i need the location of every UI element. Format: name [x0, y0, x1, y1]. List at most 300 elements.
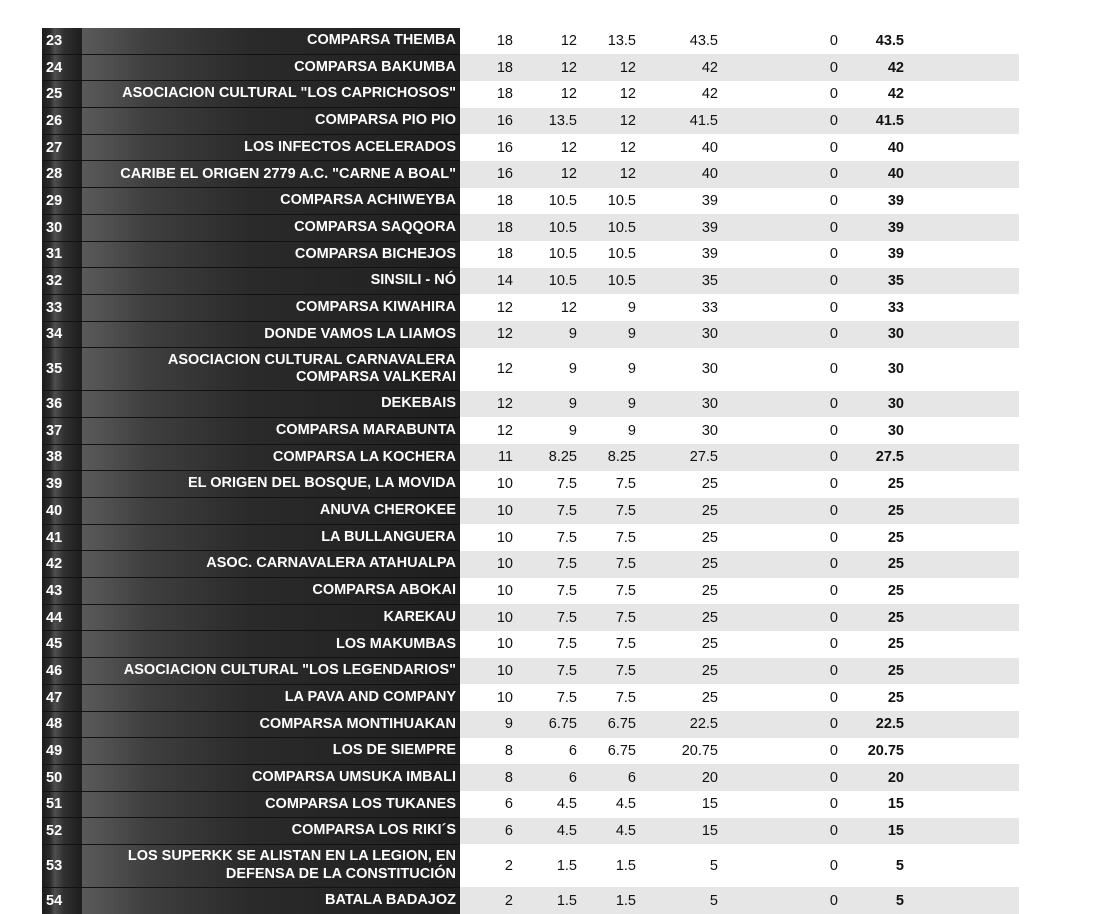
rank-cell: 23 [42, 28, 82, 54]
penalty-cell [742, 578, 852, 605]
score-3-cell [587, 417, 654, 444]
rank-cell: 37 [42, 417, 82, 444]
subtotal-cell [654, 294, 742, 321]
total-value: 25 [887, 582, 904, 599]
subtotal-value: 42 [701, 59, 718, 76]
results-table [42, 28, 1019, 914]
subtotal-value: 39 [701, 246, 718, 263]
score-3-cell [587, 161, 654, 188]
total-value: 39 [887, 192, 904, 209]
score-2-cell [527, 294, 587, 321]
total-value: 35 [887, 273, 904, 290]
score-3-value: 7.5 [615, 476, 636, 493]
group-name-cell: COMPARSA UMSUKA IMBALI [82, 764, 460, 791]
score-3-cell [587, 711, 654, 738]
score-1-cell [460, 417, 527, 444]
score-1-cell [460, 738, 527, 765]
total-value: 39 [887, 246, 904, 263]
score-3-cell [587, 818, 654, 845]
score-3-value: 7.5 [615, 636, 636, 653]
spacer-cell [904, 108, 1019, 135]
score-3-cell [587, 268, 654, 295]
total-cell [852, 791, 904, 818]
penalty-value: 0 [829, 273, 838, 290]
subtotal-cell [654, 658, 742, 685]
penalty-cell [742, 294, 852, 321]
total-cell [852, 54, 904, 81]
group-name-cell: BATALA BADAJOZ [82, 887, 460, 913]
score-2-cell [527, 391, 587, 418]
spacer-cell [904, 658, 1019, 685]
penalty-cell [742, 391, 852, 418]
spacer-cell [904, 524, 1019, 551]
score-3-cell [587, 54, 654, 81]
group-name-cell: CARIBE EL ORIGEN 2779 A.C. "CARNE A BOAL" [82, 161, 460, 188]
subtotal-cell [654, 764, 742, 791]
score-1-cell [460, 54, 527, 81]
table-row [42, 791, 1019, 818]
group-name-cell: ANUVA CHEROKEE [82, 498, 460, 525]
penalty-cell [742, 604, 852, 631]
penalty-cell [742, 684, 852, 711]
subtotal-cell [654, 471, 742, 498]
group-name-cell: COMPARSA ACHIWEYBA [82, 188, 460, 215]
score-2-value: 4.5 [556, 796, 577, 813]
score-3-cell [587, 321, 654, 348]
score-3-cell [587, 551, 654, 578]
score-3-value: 9 [627, 396, 636, 413]
score-1-cell [460, 268, 527, 295]
rank-cell: 27 [42, 134, 82, 161]
score-2-value: 12 [560, 166, 577, 183]
subtotal-value: 20.75 [681, 743, 718, 760]
score-1-cell [460, 134, 527, 161]
score-2-cell [527, 578, 587, 605]
score-1-value: 10 [496, 582, 513, 599]
subtotal-value: 25 [701, 529, 718, 546]
score-3-value: 7.5 [615, 582, 636, 599]
score-3-value: 4.5 [615, 823, 636, 840]
score-2-cell [527, 631, 587, 658]
score-3-value: 9 [627, 299, 636, 316]
score-1-value: 10 [496, 556, 513, 573]
subtotal-value: 40 [701, 166, 718, 183]
spacer-cell [904, 498, 1019, 525]
score-2-cell [527, 417, 587, 444]
group-name-cell: LOS DE SIEMPRE [82, 738, 460, 765]
penalty-cell [742, 498, 852, 525]
score-2-cell [527, 738, 587, 765]
score-1-value: 12 [496, 299, 513, 316]
table-row [42, 658, 1019, 685]
score-2-cell [527, 81, 587, 108]
score-3-value: 9 [627, 422, 636, 439]
score-1-value: 18 [496, 192, 513, 209]
group-name-cell: ASOCIACION CULTURAL CARNAVALERA COMPARSA VALKERAI [82, 348, 460, 391]
spacer-cell [904, 28, 1019, 54]
score-3-cell [587, 471, 654, 498]
group-name-cell: COMPARSA LA KOCHERA [82, 444, 460, 471]
penalty-cell [742, 54, 852, 81]
penalty-value: 0 [829, 769, 838, 786]
subtotal-cell [654, 81, 742, 108]
score-2-value: 7.5 [556, 636, 577, 653]
total-value: 39 [887, 219, 904, 236]
score-1-value: 18 [496, 59, 513, 76]
total-cell [852, 241, 904, 268]
score-1-cell [460, 551, 527, 578]
score-2-value: 7.5 [556, 502, 577, 519]
score-2-cell [527, 54, 587, 81]
rank-cell: 45 [42, 631, 82, 658]
score-1-cell [460, 711, 527, 738]
penalty-value: 0 [829, 86, 838, 103]
total-value: 25 [887, 636, 904, 653]
table-row [42, 738, 1019, 765]
penalty-value: 0 [829, 219, 838, 236]
table-row [42, 391, 1019, 418]
score-3-cell [587, 524, 654, 551]
group-name-cell: LOS MAKUMBAS [82, 631, 460, 658]
score-1-cell [460, 818, 527, 845]
score-2-cell [527, 188, 587, 215]
penalty-value: 0 [829, 246, 838, 263]
score-1-cell [460, 108, 527, 135]
total-value: 25 [887, 556, 904, 573]
penalty-cell [742, 268, 852, 295]
score-2-value: 4.5 [556, 823, 577, 840]
subtotal-value: 15 [701, 796, 718, 813]
subtotal-cell [654, 791, 742, 818]
group-name-cell: COMPARSA MONTIHUAKAN [82, 711, 460, 738]
subtotal-value: 43.5 [689, 33, 718, 50]
score-3-value: 9 [627, 361, 636, 378]
penalty-cell [742, 524, 852, 551]
spacer-cell [904, 887, 1019, 913]
total-value: 5 [895, 892, 904, 909]
score-1-cell [460, 28, 527, 54]
table-row [42, 214, 1019, 241]
score-2-value: 12 [560, 59, 577, 76]
score-1-cell [460, 241, 527, 268]
table-row [42, 161, 1019, 188]
spacer-cell [904, 818, 1019, 845]
subtotal-cell [654, 631, 742, 658]
rank-cell: 51 [42, 791, 82, 818]
total-value: 42 [887, 59, 904, 76]
score-1-value: 16 [496, 166, 513, 183]
score-3-cell [587, 391, 654, 418]
total-value: 25 [887, 502, 904, 519]
rank-cell: 38 [42, 444, 82, 471]
penalty-value: 0 [829, 422, 838, 439]
rank-cell: 30 [42, 214, 82, 241]
score-1-value: 10 [496, 636, 513, 653]
score-3-value: 12 [619, 166, 636, 183]
score-1-value: 10 [496, 689, 513, 706]
score-2-value: 9 [568, 396, 577, 413]
total-value: 30 [887, 326, 904, 343]
score-3-cell [587, 658, 654, 685]
score-2-value: 6 [568, 769, 577, 786]
group-name-cell: DONDE VAMOS LA LIAMOS [82, 321, 460, 348]
score-1-value: 8 [504, 769, 513, 786]
score-2-value: 10.5 [548, 219, 577, 236]
score-3-value: 6.75 [607, 743, 636, 760]
table-row [42, 684, 1019, 711]
subtotal-value: 25 [701, 636, 718, 653]
spacer-cell [904, 738, 1019, 765]
total-value: 33 [887, 299, 904, 316]
total-value: 22.5 [875, 716, 904, 733]
spacer-cell [904, 268, 1019, 295]
spacer-cell [904, 578, 1019, 605]
penalty-value: 0 [829, 192, 838, 209]
spacer-cell [904, 391, 1019, 418]
rank-cell: 48 [42, 711, 82, 738]
score-1-value: 10 [496, 609, 513, 626]
score-1-value: 10 [496, 476, 513, 493]
score-2-cell [527, 844, 587, 887]
subtotal-value: 15 [701, 823, 718, 840]
penalty-cell [742, 471, 852, 498]
group-name-cell: COMPARSA BAKUMBA [82, 54, 460, 81]
table-row [42, 818, 1019, 845]
subtotal-value: 30 [701, 396, 718, 413]
score-2-value: 1.5 [556, 857, 577, 874]
subtotal-cell [654, 578, 742, 605]
score-3-value: 10.5 [607, 273, 636, 290]
penalty-value: 0 [829, 892, 838, 909]
total-cell [852, 498, 904, 525]
score-3-value: 12 [619, 59, 636, 76]
score-1-cell [460, 764, 527, 791]
score-2-value: 10.5 [548, 273, 577, 290]
subtotal-cell [654, 321, 742, 348]
total-value: 25 [887, 476, 904, 493]
table-row [42, 887, 1019, 913]
rank-cell: 41 [42, 524, 82, 551]
score-1-cell [460, 161, 527, 188]
rank-cell: 35 [42, 348, 82, 391]
total-cell [852, 578, 904, 605]
score-1-cell [460, 524, 527, 551]
spacer-cell [904, 551, 1019, 578]
score-1-value: 11 [497, 449, 513, 466]
score-3-cell [587, 241, 654, 268]
penalty-cell [742, 711, 852, 738]
rank-cell: 49 [42, 738, 82, 765]
score-1-cell [460, 294, 527, 321]
penalty-value: 0 [829, 299, 838, 316]
score-2-cell [527, 134, 587, 161]
score-2-value: 9 [568, 326, 577, 343]
score-1-cell [460, 498, 527, 525]
subtotal-value: 20 [701, 769, 718, 786]
subtotal-cell [654, 348, 742, 391]
score-2-cell [527, 818, 587, 845]
score-3-value: 12 [619, 112, 636, 129]
penalty-value: 0 [829, 529, 838, 546]
total-cell [852, 188, 904, 215]
score-3-cell [587, 294, 654, 321]
score-2-value: 7.5 [556, 556, 577, 573]
rank-cell: 54 [42, 887, 82, 913]
penalty-cell [742, 658, 852, 685]
spacer-cell [904, 54, 1019, 81]
table-row [42, 444, 1019, 471]
subtotal-cell [654, 391, 742, 418]
score-2-value: 12 [560, 139, 577, 156]
total-cell [852, 444, 904, 471]
penalty-cell [742, 108, 852, 135]
score-1-value: 16 [496, 112, 513, 129]
score-2-value: 7.5 [556, 609, 577, 626]
spacer-cell [904, 81, 1019, 108]
score-2-value: 6 [568, 743, 577, 760]
penalty-cell [742, 887, 852, 913]
table-row [42, 81, 1019, 108]
group-name-cell: COMPARSA KIWAHIRA [82, 294, 460, 321]
subtotal-cell [654, 241, 742, 268]
penalty-cell [742, 444, 852, 471]
total-value: 5 [895, 857, 904, 874]
score-2-cell [527, 241, 587, 268]
score-2-cell [527, 711, 587, 738]
score-3-value: 1.5 [615, 892, 636, 909]
total-cell [852, 887, 904, 913]
score-3-value: 10.5 [607, 219, 636, 236]
subtotal-cell [654, 54, 742, 81]
score-3-value: 10.5 [607, 246, 636, 263]
rank-cell: 26 [42, 108, 82, 135]
score-3-value: 6 [627, 769, 636, 786]
subtotal-cell [654, 524, 742, 551]
score-1-cell [460, 887, 527, 913]
penalty-cell [742, 551, 852, 578]
total-cell [852, 524, 904, 551]
spacer-cell [904, 711, 1019, 738]
score-3-cell [587, 887, 654, 913]
rank-cell: 46 [42, 658, 82, 685]
score-3-value: 6.75 [607, 716, 636, 733]
subtotal-value: 25 [701, 502, 718, 519]
rank-cell: 36 [42, 391, 82, 418]
table-row [42, 498, 1019, 525]
group-name-cell: COMPARSA MARABUNTA [82, 417, 460, 444]
penalty-cell [742, 81, 852, 108]
spacer-cell [904, 471, 1019, 498]
penalty-value: 0 [829, 582, 838, 599]
subtotal-cell [654, 108, 742, 135]
subtotal-cell [654, 684, 742, 711]
penalty-cell [742, 417, 852, 444]
spacer-cell [904, 161, 1019, 188]
spacer-cell [904, 348, 1019, 391]
table-row [42, 54, 1019, 81]
spacer-cell [904, 294, 1019, 321]
score-3-cell [587, 604, 654, 631]
total-cell [852, 471, 904, 498]
score-3-value: 13.5 [607, 33, 636, 50]
score-1-cell [460, 214, 527, 241]
score-2-cell [527, 28, 587, 54]
total-cell [852, 81, 904, 108]
score-1-value: 12 [496, 422, 513, 439]
score-3-cell [587, 764, 654, 791]
score-2-value: 7.5 [556, 529, 577, 546]
score-1-cell [460, 348, 527, 391]
results-table-body [42, 28, 1019, 914]
total-cell [852, 28, 904, 54]
spacer-cell [904, 604, 1019, 631]
total-cell [852, 294, 904, 321]
spacer-cell [904, 241, 1019, 268]
subtotal-value: 5 [709, 857, 718, 874]
subtotal-cell [654, 188, 742, 215]
score-1-cell [460, 391, 527, 418]
total-cell [852, 391, 904, 418]
score-2-cell [527, 268, 587, 295]
penalty-cell [742, 161, 852, 188]
group-name-cell: LOS SUPERKK SE ALISTAN EN LA LEGION, EN DEFENSA DE LA CONSTITUCIÓN [82, 844, 460, 887]
rank-cell: 47 [42, 684, 82, 711]
subtotal-value: 39 [701, 219, 718, 236]
score-1-value: 2 [504, 892, 513, 909]
table-row [42, 294, 1019, 321]
total-value: 25 [887, 609, 904, 626]
subtotal-value: 27.5 [689, 449, 718, 466]
total-cell [852, 134, 904, 161]
table-row [42, 134, 1019, 161]
spacer-cell [904, 214, 1019, 241]
score-3-cell [587, 738, 654, 765]
group-name-cell: LA BULLANGUERA [82, 524, 460, 551]
score-3-cell [587, 81, 654, 108]
score-2-cell [527, 791, 587, 818]
total-value: 42 [887, 86, 904, 103]
score-3-value: 7.5 [615, 662, 636, 679]
total-value: 25 [887, 662, 904, 679]
score-1-cell [460, 604, 527, 631]
total-value: 43.5 [875, 33, 904, 50]
score-1-cell [460, 471, 527, 498]
score-2-value: 10.5 [548, 192, 577, 209]
subtotal-value: 30 [701, 361, 718, 378]
score-2-value: 6.75 [548, 716, 577, 733]
spacer-cell [904, 134, 1019, 161]
score-1-cell [460, 81, 527, 108]
total-cell [852, 684, 904, 711]
score-1-value: 2 [504, 857, 513, 874]
penalty-value: 0 [829, 59, 838, 76]
penalty-cell [742, 241, 852, 268]
total-value: 27.5 [875, 449, 904, 466]
total-value: 15 [887, 796, 904, 813]
group-name-cell: ASOCIACION CULTURAL "LOS LEGENDARIOS" [82, 658, 460, 685]
penalty-cell [742, 818, 852, 845]
score-2-cell [527, 551, 587, 578]
subtotal-cell [654, 444, 742, 471]
subtotal-value: 25 [701, 609, 718, 626]
score-1-cell [460, 578, 527, 605]
penalty-cell [742, 348, 852, 391]
table-row [42, 268, 1019, 295]
rank-cell: 28 [42, 161, 82, 188]
score-2-value: 7.5 [556, 662, 577, 679]
score-1-cell [460, 631, 527, 658]
total-value: 15 [887, 823, 904, 840]
